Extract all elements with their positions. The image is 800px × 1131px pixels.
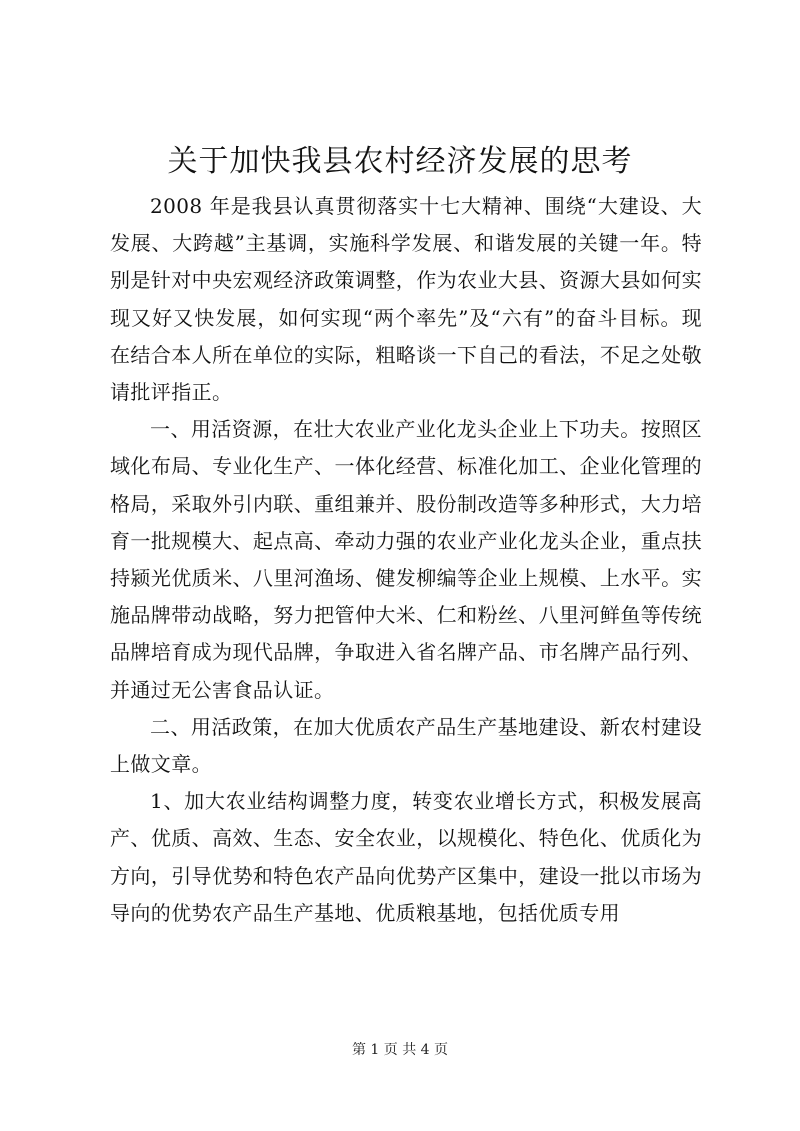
page-footer: 第 1 页 共 4 页 (351, 1042, 449, 1058)
paragraph-intro: 2008 年是我县认真贯彻落实十七大精神、围绕“大建设、大发展、大跨越”主基调，实施科学发展、和谐发展的关键一年。特别是针对中央宏观经济政策调整，作为农业大县、资源大县如何实现又好又快发展，如何实现“两个率先”及“六有”的奋斗目标。现在结合本人所在单位的实际，粗略谈一下自己的看法，不足之处敬请批评指正。 (110, 194, 702, 405)
document-title: 关于加快我县农村经济发展的思考 (167, 144, 633, 179)
document-body (110, 188, 702, 932)
paragraph-item-1: 1、加大农业结构调整力度，转变农业增长方式，积极发展高产、优质、高效、生态、安全农业，以规模化、特色化、优质化为方向，引导优势和特色农产品向优势产区集中，建设一批以市场为导向的优势农产品生产基地、优质粮基地，包括优质专用 (110, 789, 702, 925)
paragraph-section-2: 二、用活政策，在加大优质农产品生产基地建设、新农村建设上做文章。 (110, 714, 702, 777)
paragraph-section-1: 一、用活资源，在壮大农业产业化龙头企业上下功夫。按照区域化布局、专业化生产、一体化经营、标准化加工、企业化管理的格局，采取外引内联、重组兼并、股份制改造等多种形式，大力培育一批规模大、起点高、牵动力强的农业产业化龙头企业，重点扶持颍光优质米、八里河渔场、健发柳编等企业上规模、上水平。实施品牌带动战略，努力把管仲大米、仁和粉丝、八里河鲜鱼等传统品牌培育成为现代品牌，争取进入省名牌产品、市名牌产品行列、并通过无公害食品认证。 (110, 417, 702, 702)
